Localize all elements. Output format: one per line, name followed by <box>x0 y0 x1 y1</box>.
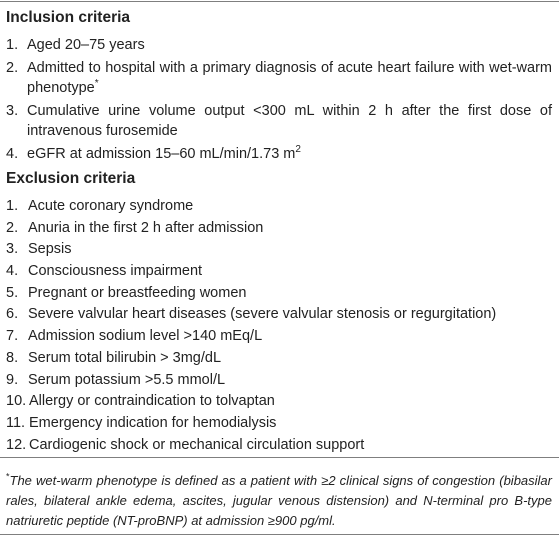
item-number: 7. <box>6 328 19 345</box>
item-number: 3. <box>6 102 19 119</box>
criteria-table <box>6 8 552 456</box>
table-bottom-rule <box>0 534 559 535</box>
item-text: Serum potassium >5.5 mmol/L <box>28 371 226 388</box>
item-text: Aged 20–75 years <box>27 37 145 53</box>
list-item <box>6 370 552 391</box>
exclusion-heading: Exclusion criteria <box>6 170 136 187</box>
item-number: 3. <box>6 241 19 258</box>
list-item <box>6 239 552 260</box>
item-number: 10. <box>6 393 27 410</box>
table-footer-rule <box>0 457 559 458</box>
list-item <box>6 326 552 347</box>
item-text: Sepsis <box>28 241 72 258</box>
item-text: Admitted to hospital with a primary diagnosis of acute heart failure with wet-warm phenotype <box>27 59 552 96</box>
item-text: eGFR at admission 15–60 mL/min/1.73 m <box>27 145 296 162</box>
footnote-text: The wet-warm phenotype is defined as a patient with ≥2 clinical signs of congestion (bibasilar rales, bilateral ankle edema, ascites, jugular venous distension) and N-terminal pro B-type natriuretic peptide (NT-proBNP) at admission ≥900 pg/ml. <box>6 473 552 528</box>
item-text: Consciousness impairment <box>28 263 203 280</box>
item-number: 1. <box>6 198 19 214</box>
item-text: Admission sodium level >140 mEq/L <box>28 328 263 345</box>
item-text: Anuria in the first 2 h after admission <box>28 219 264 236</box>
superscript: 2 <box>295 143 301 155</box>
item-number: 2. <box>6 219 19 236</box>
inclusion-list <box>6 35 552 164</box>
item-text: Severe valvular heart diseases (severe valvular stenosis or regurgitation) <box>28 306 497 323</box>
list-item <box>6 391 552 412</box>
footnote-mark: * <box>6 471 10 482</box>
item-text: Serum total bilirubin > 3mg/dL <box>28 349 222 366</box>
list-item <box>6 101 552 142</box>
list-item <box>6 348 552 369</box>
item-text: Acute coronary syndrome <box>28 198 194 214</box>
footnote-marker: * <box>94 78 99 90</box>
list-item <box>6 304 552 325</box>
item-number: 12. <box>6 436 27 453</box>
list-item <box>6 413 552 434</box>
table-top-rule <box>0 1 559 2</box>
item-number: 4. <box>6 145 19 162</box>
item-text: Cardiogenic shock or mechanical circulation support <box>29 436 365 453</box>
inclusion-heading: Inclusion criteria <box>6 9 131 26</box>
list-item <box>6 58 552 99</box>
exclusion-list <box>6 196 552 455</box>
item-number: 11. <box>6 414 26 431</box>
item-number: 9. <box>6 371 19 388</box>
item-number: 2. <box>6 59 19 76</box>
list-item <box>6 261 552 282</box>
item-number: 8. <box>6 349 19 366</box>
item-number: 1. <box>6 37 19 53</box>
list-item <box>6 35 552 56</box>
item-number: 6. <box>6 306 19 323</box>
item-number: 4. <box>6 263 19 280</box>
list-item <box>6 218 552 239</box>
list-item <box>6 435 552 456</box>
item-text: Allergy or contraindication to tolvaptan <box>29 393 275 410</box>
list-item <box>6 283 552 304</box>
list-item <box>6 196 552 217</box>
item-text: Emergency indication for hemodialysis <box>29 414 277 431</box>
item-text: Cumulative urine volume output <300 mL within 2 h after the first dose of intravenous furosemide <box>27 102 552 139</box>
item-number: 5. <box>6 284 19 301</box>
list-item <box>6 144 552 165</box>
table-footnote <box>6 471 552 531</box>
item-text: Pregnant or breastfeeding women <box>28 284 247 301</box>
